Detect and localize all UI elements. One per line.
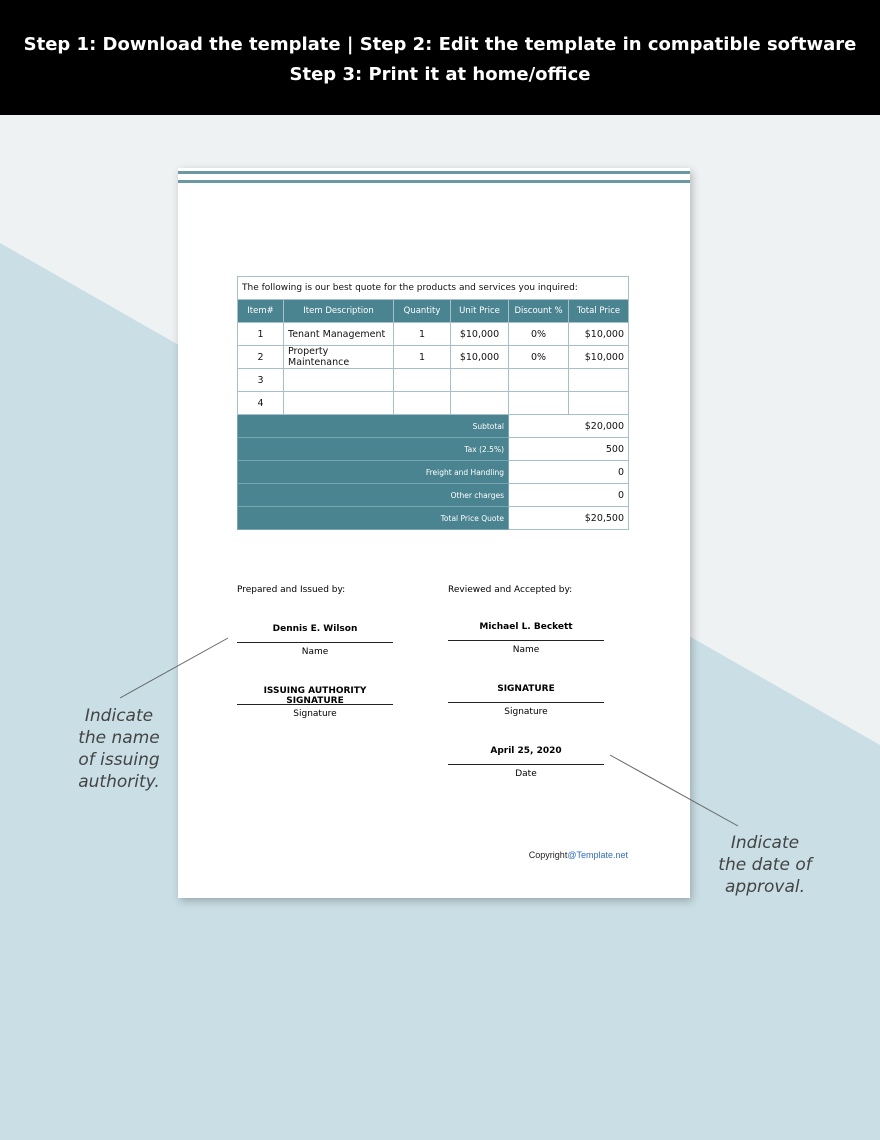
reviewed-date-field xyxy=(448,746,604,779)
instructions-banner xyxy=(0,0,880,115)
item-quantity xyxy=(394,369,451,392)
tax-value: 500 xyxy=(509,438,629,461)
item-description: Property Maintenance xyxy=(284,346,394,369)
reviewed-signature-caption: Signature xyxy=(504,707,548,717)
left-annotation-line-3: of issuing xyxy=(78,750,160,770)
prepared-name-field xyxy=(237,624,393,657)
item-number: 1 xyxy=(238,323,284,346)
reviewed-name-value: Michael L. Beckett xyxy=(479,622,573,632)
item-quantity: 1 xyxy=(394,323,451,346)
reviewed-signature-line xyxy=(448,702,604,703)
summary-row-total xyxy=(238,507,629,530)
copyright-prefix: Copyright xyxy=(528,850,568,860)
table-row xyxy=(238,369,629,392)
prepared-by-title: Prepared and Issued by: xyxy=(237,585,346,595)
right-annotation-line-1: Indicate xyxy=(730,833,800,853)
prepared-signature-value: ISSUING AUTHORITY SIGNATURE xyxy=(263,686,367,706)
reviewed-date-line xyxy=(448,764,604,765)
summary-row-other-charges xyxy=(238,484,629,507)
item-description: Tenant Management xyxy=(284,323,394,346)
item-discount xyxy=(509,369,569,392)
item-total: $10,000 xyxy=(569,346,629,369)
other-charges-label: Other charges xyxy=(238,484,509,507)
item-number: 3 xyxy=(238,369,284,392)
prepared-signature-caption: Signature xyxy=(293,709,337,719)
right-annotation-line-2: the date of xyxy=(718,855,812,875)
summary-row-freight xyxy=(238,461,629,484)
reviewed-signature-value: SIGNATURE xyxy=(497,684,555,694)
item-unit-price: $10,000 xyxy=(451,323,509,346)
prepared-name-caption: Name xyxy=(301,647,329,657)
column-header-item-number: Item# xyxy=(238,300,284,323)
item-number: 2 xyxy=(238,346,284,369)
other-charges-value: 0 xyxy=(509,484,629,507)
item-total xyxy=(569,392,629,415)
left-annotation-line-1: Indicate xyxy=(84,706,154,726)
prepared-name-line xyxy=(237,642,393,643)
left-annotation xyxy=(60,705,178,793)
quote-document-page xyxy=(178,168,690,898)
subtotal-label: Subtotal xyxy=(238,415,509,438)
item-quantity xyxy=(394,392,451,415)
reviewed-name-field xyxy=(448,622,604,655)
column-header-description: Item Description xyxy=(284,300,394,323)
column-header-discount: Discount % xyxy=(509,300,569,323)
reviewed-name-caption: Name xyxy=(512,645,540,655)
item-unit-price xyxy=(451,369,509,392)
column-header-unit-price: Unit Price xyxy=(451,300,509,323)
item-number: 4 xyxy=(238,392,284,415)
freight-value: 0 xyxy=(509,461,629,484)
item-total: $10,000 xyxy=(569,323,629,346)
total-quote-value: $20,500 xyxy=(509,507,629,530)
top-rule xyxy=(178,171,690,174)
intro-row xyxy=(238,277,629,300)
reviewed-date-caption: Date xyxy=(515,769,537,779)
right-annotation xyxy=(700,832,830,898)
table-header-row xyxy=(238,300,629,323)
column-header-total-price: Total Price xyxy=(569,300,629,323)
copyright-notice xyxy=(529,850,628,860)
item-unit-price xyxy=(451,392,509,415)
total-quote-label: Total Price Quote xyxy=(238,507,509,530)
item-total xyxy=(569,369,629,392)
item-discount xyxy=(509,392,569,415)
tax-label: Tax (2.5%) xyxy=(238,438,509,461)
item-discount: 0% xyxy=(509,323,569,346)
column-header-quantity: Quantity xyxy=(394,300,451,323)
copyright-brand-link[interactable]: @Template.net xyxy=(567,850,628,860)
left-annotation-line-4: authority. xyxy=(78,772,160,792)
instructions-line-1: Step 1: Download the template | Step 2: Edit the template in compatible software xyxy=(23,34,857,55)
reviewed-name-line xyxy=(448,640,604,641)
reviewed-by-title: Reviewed and Accepted by: xyxy=(448,585,573,595)
item-description xyxy=(284,392,394,415)
prepared-signature-field xyxy=(237,686,393,719)
instructions-line-2: Step 3: Print it at home/office xyxy=(289,64,591,85)
right-annotation-line-3: approval. xyxy=(725,877,805,897)
freight-label: Freight and Handling xyxy=(238,461,509,484)
reviewed-date-value: April 25, 2020 xyxy=(490,746,562,756)
item-discount: 0% xyxy=(509,346,569,369)
table-row xyxy=(238,323,629,346)
summary-row-tax xyxy=(238,438,629,461)
subtotal-value: $20,000 xyxy=(509,415,629,438)
item-description xyxy=(284,369,394,392)
quote-table xyxy=(237,276,629,530)
left-annotation-line-2: the name xyxy=(78,728,160,748)
summary-row-subtotal xyxy=(238,415,629,438)
prepared-name-value: Dennis E. Wilson xyxy=(272,624,358,634)
item-unit-price: $10,000 xyxy=(451,346,509,369)
quote-intro-text: The following is our best quote for the products and services you inquired: xyxy=(238,277,629,300)
table-row xyxy=(238,392,629,415)
reviewed-signature-field xyxy=(448,684,604,717)
item-quantity: 1 xyxy=(394,346,451,369)
table-row xyxy=(238,346,629,369)
top-rule-secondary xyxy=(178,180,690,183)
